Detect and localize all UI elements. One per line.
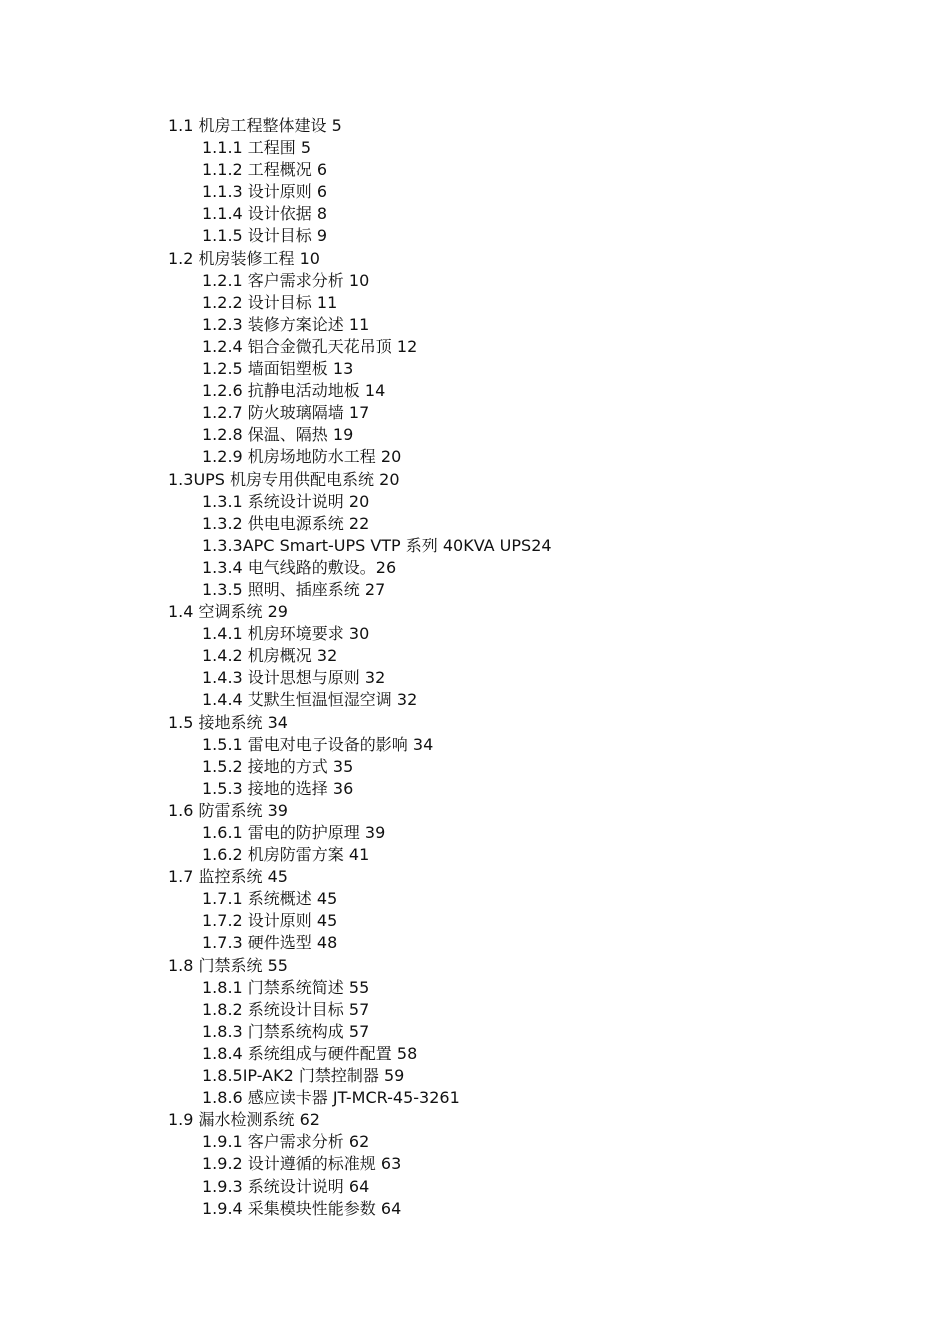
toc-subsection-entry: 1.6.1 雷电的防护原理 39	[202, 823, 386, 842]
toc-section-entry: 1.5 接地系统 34	[168, 712, 288, 732]
toc-subsection-entry: 1.8.6 感应读卡器 JT-MCR-45-3261	[202, 1088, 460, 1108]
toc-subsection-entry: 1.8.2 系统设计目标 57	[202, 999, 370, 1019]
toc-subsection-entry: 1.8.1 门禁系统简述 55	[202, 977, 370, 997]
toc-subsection-entry: 1.9.1 客户需求分析 62	[202, 1132, 370, 1152]
toc-subsection-entry: 1.1.1 工程围 5	[202, 138, 312, 158]
toc-section-entry: 1.4 空调系统 29	[168, 602, 288, 622]
toc-subsection-entry: 1.2.7 防火玻璃隔墙 17	[202, 403, 370, 423]
toc-subsection-entry: 1.2.5 墙面铝塑板 13	[202, 359, 354, 379]
toc-subsection-entry: 1.7.3 硬件选型 48	[202, 933, 338, 953]
toc-subsection-entry: 1.1.3 设计原则 6	[202, 182, 328, 202]
toc-section-entry: 1.9 漏水检测系统 62	[168, 1110, 320, 1130]
table-of-contents	[168, 115, 868, 1220]
toc-subsection-entry: 1.8.5IP-AK2 门禁控制器 59	[202, 1066, 405, 1086]
toc-subsection-entry: 1.4.2 机房概况 32	[202, 646, 338, 666]
toc-subsection-entry: 1.1.2 工程概况 6	[202, 160, 328, 180]
toc-section-entry: 1.3UPS 机房专用供配电系统 20	[168, 469, 400, 489]
toc-subsection-entry: 1.4.1 机房环境要求 30	[202, 624, 370, 644]
toc-subsection-entry: 1.6.2 机房防雷方案 41	[202, 845, 370, 865]
toc-subsection-entry: 1.3.1 系统设计说明 20	[202, 491, 370, 511]
toc-subsection-entry: 1.9.4 采集模块性能参数 64	[202, 1198, 402, 1218]
toc-subsection-entry: 1.4.3 设计思想与原则 32	[202, 668, 386, 688]
toc-subsection-entry: 1.1.5 设计目标 9	[202, 226, 328, 246]
toc-subsection-entry: 1.3.2 供电电源系统 22	[202, 513, 370, 533]
toc-subsection-entry: 1.8.4 系统组成与硬件配置 58	[202, 1043, 418, 1063]
toc-subsection-entry: 1.5.3 接地的选择 36	[202, 778, 354, 798]
toc-subsection-entry: 1.4.4 艾默生恒温恒湿空调 32	[202, 690, 418, 710]
toc-subsection-entry: 1.5.2 接地的方式 35	[202, 756, 354, 776]
toc-subsection-entry: 1.2.4 铝合金微孔天花吊顶 12	[202, 336, 418, 356]
toc-subsection-entry: 1.7.1 系统概述 45	[202, 889, 338, 909]
toc-subsection-entry: 1.3.3APC Smart-UPS VTP 系列 40KVA UPS24	[202, 535, 552, 555]
toc-subsection-entry: 1.3.4 电气线路的敷设。26	[202, 557, 397, 577]
toc-subsection-entry: 1.5.1 雷电对电子设备的影响 34	[202, 734, 434, 754]
toc-section-entry: 1.2 机房装修工程 10	[168, 248, 320, 268]
toc-section-entry: 1.7 监控系统 45	[168, 867, 288, 887]
toc-subsection-entry: 1.3.5 照明、插座系统 27	[202, 579, 386, 599]
toc-subsection-entry: 1.2.6 抗静电活动地板 14	[202, 381, 386, 401]
toc-subsection-entry: 1.2.3 装修方案论述 11	[202, 314, 370, 334]
toc-subsection-entry: 1.1.4 设计依据 8	[202, 204, 328, 224]
toc-subsection-entry: 1.2.2 设计目标 11	[202, 292, 338, 312]
toc-subsection-entry: 1.9.3 系统设计说明 64	[202, 1176, 370, 1196]
toc-subsection-entry: 1.9.2 设计遵循的标准规 63	[202, 1154, 402, 1174]
toc-subsection-entry: 1.8.3 门禁系统构成 57	[202, 1021, 370, 1041]
toc-subsection-entry: 1.2.9 机房场地防水工程 20	[202, 447, 402, 467]
toc-section-entry: 1.8 门禁系统 55	[168, 955, 288, 975]
toc-section-entry: 1.6 防雷系统 39	[168, 800, 288, 820]
toc-subsection-entry: 1.7.2 设计原则 45	[202, 911, 338, 931]
toc-section-entry: 1.1 机房工程整体建设 5	[168, 116, 342, 135]
toc-subsection-entry: 1.2.8 保温、隔热 19	[202, 425, 354, 445]
toc-subsection-entry: 1.2.1 客户需求分析 10	[202, 270, 370, 290]
